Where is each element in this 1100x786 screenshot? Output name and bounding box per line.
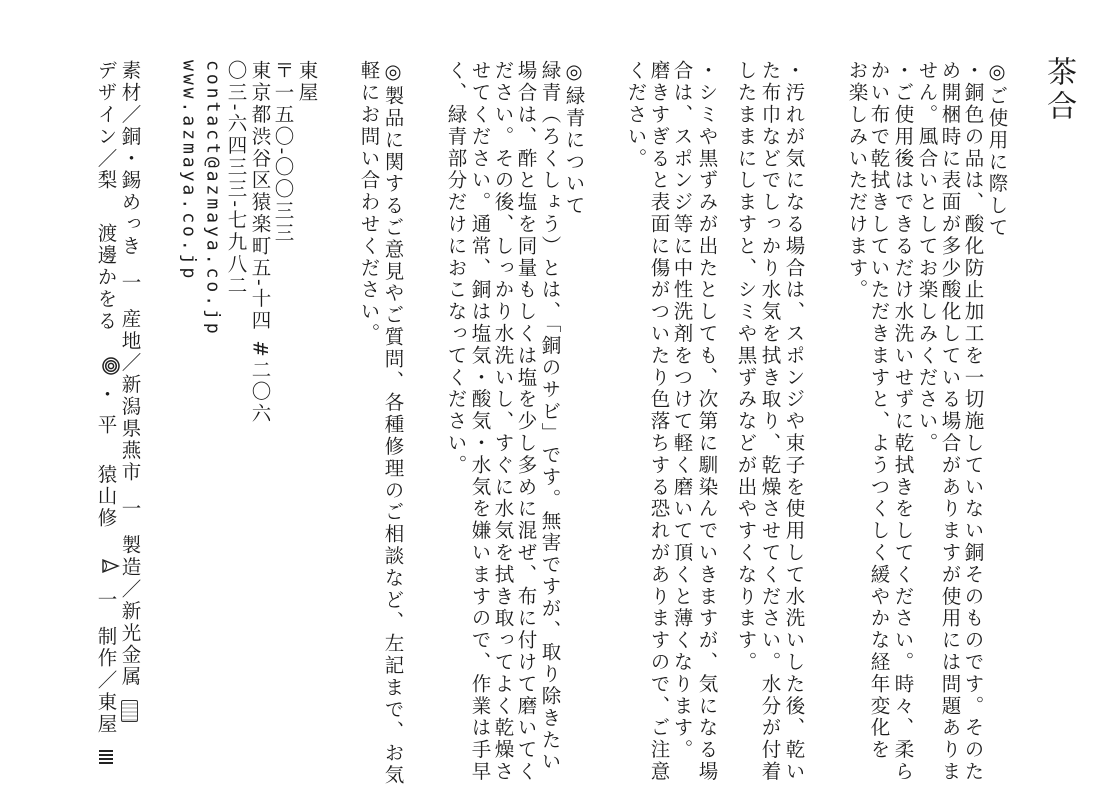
usage-heading: ◎ご使用に際して (985, 60, 1009, 239)
spiral-logo-icon (102, 357, 120, 375)
website-url: www.azmaya.co.jp (178, 60, 200, 282)
material: 素材／銅・錫めっき (118, 60, 142, 258)
rokusho-line: せてください。通常、銅は塩気・酸気・水気を嫌いますので、作業は手早 (468, 60, 492, 783)
inquiry-line: ◎製品に関するご意見やご質問、各種修理のご相談など、左記まで、お気 (381, 60, 405, 786)
rokusho-heading: ◎緑青について (562, 60, 586, 217)
credits-design-line (94, 60, 121, 764)
usage-line: 磨きすぎると表面に傷がついたり色落ちする恐れがありますので、ご注意 (647, 60, 671, 783)
rokusho-line: 緑青（ろくしょう）とは、「銅のサビ」です。無害ですが、取り除きたい (538, 60, 562, 773)
seal-icon (99, 748, 113, 764)
origin: 産地／新潟県燕市 (118, 308, 142, 484)
usage-line: せん。風合いとしてお楽しみください。 (915, 60, 939, 455)
production: 制作／東屋 (94, 625, 118, 736)
ribbon-logo-icon (101, 557, 121, 575)
designer-watanabe: 渡邊かをる (94, 222, 118, 333)
usage-line: た布巾などでしっかり水気を拭き取り、乾燥させてください。水分が付着 (758, 60, 782, 783)
phone-number: 〇三-六四三三-七九八二 (224, 60, 248, 297)
designer-taira: 平 (94, 414, 118, 437)
usage-line: ください。 (624, 60, 648, 170)
rokusho-line: く、緑青部分だけにおこなってください。 (444, 60, 468, 477)
usage-line: したままにしますと、シミや黒ずみなどが出やすくなります。 (734, 60, 758, 674)
stamp-icon (121, 700, 138, 722)
usage-line: 合は、スポンジ等に中性洗剤をつけて軽く磨いて頂くと薄くなります。 (670, 60, 694, 761)
company-name: 東屋 (295, 60, 319, 104)
usage-line: ・ご使用後はできるだけ水洗いせずに乾拭きをしてください。時々、柔ら (891, 60, 915, 783)
manufacturer: 製造／新光金属 (118, 534, 142, 688)
postal-code: 〒一五〇-〇〇三三 (271, 60, 295, 245)
usage-line: ・銅色の品は、酸化防止加工を一切施していない銅そのものです。そのた (961, 60, 985, 783)
design: デザイン／梨 (94, 60, 118, 192)
usage-line: お楽しみいただけます。 (845, 60, 869, 301)
dash: 一 (118, 498, 142, 520)
dot: ・ (94, 383, 118, 406)
email-address: contact@azmaya.co.jp (202, 60, 224, 337)
address: 東京都渋谷区猿楽町五-十四 #二〇六 (248, 60, 272, 425)
usage-line: め開梱時に表面が多少酸化している場合がありますが使用には問題ありま (938, 60, 962, 783)
usage-line: かい布で乾拭きしていただきますと、ようつくしく緩やかな経年変化を (867, 60, 891, 761)
product-title: 茶合 (1041, 56, 1077, 124)
inquiry-line: 軽にお問い合わせください。 (357, 60, 381, 345)
rokusho-line: 場合は、酢と塩を同量もしくは塩を少し多めに混ぜ、布に付けて磨いてく (514, 60, 538, 783)
dash: 一 (94, 589, 118, 612)
dash: 一 (118, 271, 142, 294)
usage-line: ・シミや黒ずみが出たとしても、次第に馴染んでいきますが、気になる場 (695, 60, 719, 783)
usage-line: ・汚れが気になる場合は、スポンジや束子を使用して水洗いした後、乾い (782, 60, 806, 783)
rokusho-line: ださい。その後、しっかり水洗いし、すぐに水気を拭き取ってよく乾燥さ (491, 60, 515, 783)
designer-saruyama: 猿山修 (94, 463, 118, 530)
credits-material-line (118, 60, 141, 722)
